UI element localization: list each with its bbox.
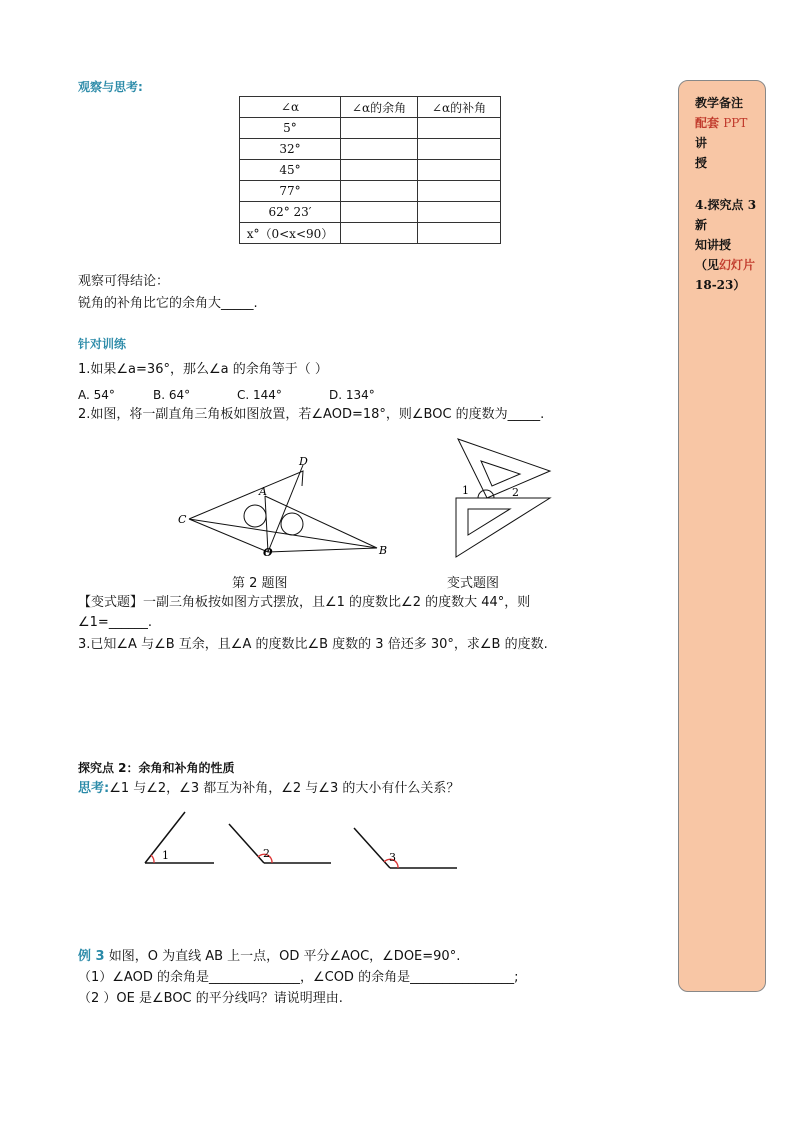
angle3-label: 3 xyxy=(389,851,396,864)
notes-line-1 xyxy=(695,113,761,153)
table-cell: 77° xyxy=(240,181,341,202)
q1-option-c: C. 144° xyxy=(237,388,282,402)
notes-slides: 幻灯片 xyxy=(719,258,756,272)
table-row xyxy=(240,139,501,160)
table-cell: x°（0<x<90） xyxy=(240,223,341,244)
circle-hole xyxy=(281,513,303,535)
figure-q2 xyxy=(170,452,400,567)
q1-option-b: B. 64° xyxy=(153,388,191,402)
segment-ao xyxy=(265,496,268,552)
explore2-think xyxy=(78,781,459,797)
notes-line-4: 知讲授 xyxy=(695,238,732,252)
conclusion-text: 锐角的补角比它的余角大_____. xyxy=(78,296,258,311)
label-angle-1: 1 xyxy=(462,484,469,497)
table-cell xyxy=(418,160,501,181)
label-a: A xyxy=(259,485,267,498)
table-cell: 32° xyxy=(240,139,341,160)
label-b: B xyxy=(379,544,388,557)
figure-angles xyxy=(140,810,470,872)
circle-hole xyxy=(244,505,266,527)
table-header: ∠α xyxy=(240,97,341,118)
example3-label: 例 3 xyxy=(78,949,105,964)
table-cell: 45° xyxy=(240,160,341,181)
figure-caption-left: 第 2 题图 xyxy=(232,576,288,591)
think-label: 思考: xyxy=(78,781,110,796)
training-heading: 针对训练 xyxy=(78,337,127,351)
label-c: C xyxy=(178,513,187,526)
table-cell xyxy=(341,223,418,244)
table-row xyxy=(240,118,501,139)
notes-title: 教学备注 xyxy=(695,96,744,110)
angle1-label: 1 xyxy=(162,849,169,862)
table-cell xyxy=(341,181,418,202)
segment-ab xyxy=(265,496,377,548)
triangle-lower-outer xyxy=(456,498,550,557)
table-cell xyxy=(418,181,501,202)
table-header-row xyxy=(240,97,501,118)
observation-table xyxy=(239,96,501,244)
angle1-arc xyxy=(151,855,154,863)
table-cell xyxy=(341,139,418,160)
table-row xyxy=(240,181,501,202)
triangle-lower-inner xyxy=(468,509,510,535)
table-header: ∠α的补角 xyxy=(418,97,501,118)
explore2-heading: 探究点 2：余角和补角的性质 xyxy=(78,761,235,775)
table-cell xyxy=(418,223,501,244)
q1-option-d: D. 134° xyxy=(329,388,375,402)
notes-ppt-2: PPT xyxy=(723,116,748,130)
example3-part2: （2 ）OE 是∠BOC 的平分线吗？请说明理由. xyxy=(78,991,343,1006)
observe-heading: 观察与思考: xyxy=(78,80,143,94)
figure-caption-right: 变式题图 xyxy=(447,576,500,591)
triangle-cob xyxy=(189,519,377,552)
figure-variant xyxy=(448,436,556,560)
notes-line-5 xyxy=(695,255,761,275)
label-angle-2: 2 xyxy=(512,486,519,499)
table-cell: 5° xyxy=(240,118,341,139)
question-3: 3.已知∠A 与∠B 互余，且∠A 的度数比∠B 度数的 3 倍还多 30°，求∠B 的度数. xyxy=(78,637,548,652)
table-cell xyxy=(341,118,418,139)
example3-text: 如图，O 为直线 AB 上一点，OD 平分∠AOC，∠DOE=90°. xyxy=(104,949,461,964)
notes-line-2: 授 xyxy=(695,156,708,170)
table-row xyxy=(240,160,501,181)
triangle-upper-inner xyxy=(481,461,520,486)
teaching-notes-panel xyxy=(678,80,766,992)
variant-question: 【变式题】一副三角板按如图方式摆放，且∠1 的度数比∠2 的度数大 44°，则 xyxy=(78,595,531,610)
example3-part1: （1）∠AOD 的余角是______________，∠COD 的余角是________________; xyxy=(78,970,519,985)
think-text: ∠1 与∠2，∠3 都互为补角，∠2 与∠3 的大小有什么关系？ xyxy=(109,781,460,796)
conclusion-title: 观察可得结论： xyxy=(78,274,170,289)
notes-ppt-3: 讲 xyxy=(695,136,708,150)
example3-line xyxy=(78,949,460,965)
triangle-aoc xyxy=(189,471,303,519)
table-row xyxy=(240,202,501,223)
table-cell xyxy=(418,139,501,160)
table-cell xyxy=(341,160,418,181)
angle2-label: 2 xyxy=(263,847,270,860)
angle2-ray xyxy=(229,824,264,863)
table-header: ∠α的余角 xyxy=(341,97,418,118)
label-o: O xyxy=(263,546,273,559)
table-cell xyxy=(341,202,418,223)
table-cell xyxy=(418,202,501,223)
table-cell xyxy=(418,118,501,139)
notes-see: （见 xyxy=(695,258,720,272)
question-2: 2.如图，将一副直角三角板如图放置，若∠AOD=18°，则∠BOC 的度数为_____. xyxy=(78,407,545,422)
question-1: 1.如果∠a=36°，那么∠a 的余角等于（ ） xyxy=(78,362,328,377)
notes-line-6: 18-23） xyxy=(695,278,746,292)
notes-ppt-1: 配套 xyxy=(695,116,720,130)
notes-line-3: 4.探究点 3 新 xyxy=(695,198,757,232)
q1-option-a: A. 54° xyxy=(78,388,115,402)
variant-question-cont: ∠1=______. xyxy=(78,615,152,630)
label-d: D xyxy=(299,455,308,468)
table-row xyxy=(240,223,501,244)
table-cell: 62° 23′ xyxy=(240,202,341,223)
